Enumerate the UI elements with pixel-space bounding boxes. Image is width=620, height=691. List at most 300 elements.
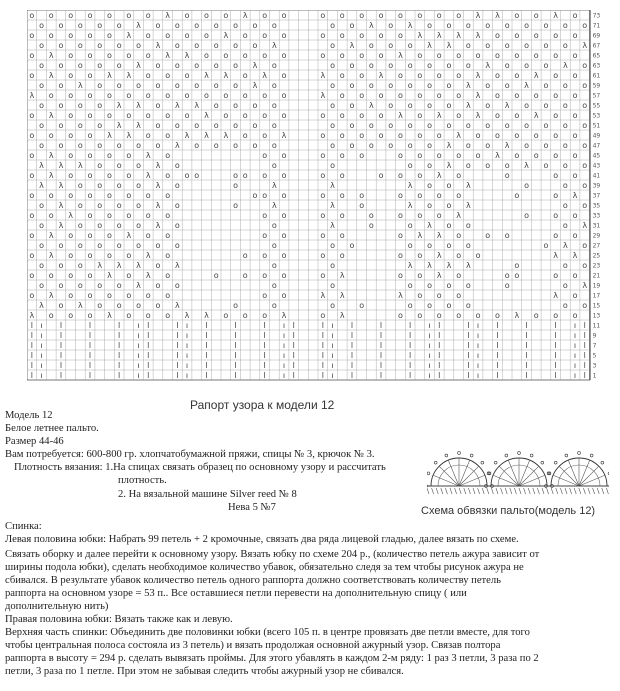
stitch-symbol: λ <box>204 310 209 320</box>
stitch-symbol: λ <box>48 290 54 300</box>
stitch-symbol: о <box>87 110 93 120</box>
stitch-symbol: о <box>553 90 559 100</box>
stitch-symbol: λ <box>582 40 588 50</box>
stitch-symbol: λ <box>465 260 471 270</box>
stitch-symbol: о <box>271 140 277 150</box>
stitch-symbol: λ <box>58 200 64 210</box>
stitch-symbol: ı <box>185 370 189 380</box>
stitch-symbol: о <box>582 160 588 170</box>
stitch-symbol: о <box>145 10 151 20</box>
stitch-symbol: λ <box>582 220 588 230</box>
stitch-symbol: l <box>350 320 354 330</box>
stitch-symbol: о <box>29 150 35 160</box>
row-number: 55 <box>592 102 601 110</box>
stitch-symbol: λ <box>465 200 471 210</box>
stitch-symbol: о <box>339 230 345 240</box>
stitch-symbol: λ <box>330 180 335 190</box>
stitch-symbol: о <box>465 300 471 310</box>
stitch-symbol: о <box>349 80 355 90</box>
stitch-symbol: о <box>494 70 500 80</box>
stitch-symbol: о <box>339 110 345 120</box>
stitch-symbol: о <box>29 130 35 140</box>
stitch-symbol: λ <box>407 20 413 30</box>
stitch-symbol: λ <box>252 80 258 90</box>
stitch-symbol: о <box>58 240 64 250</box>
stitch-symbol: l <box>525 370 528 380</box>
stitch-symbol: λ <box>58 180 64 190</box>
stitch-symbol: о <box>155 20 161 30</box>
stitch-symbol: ı <box>331 350 334 360</box>
stitch-symbol: λ <box>194 100 200 110</box>
stitch-symbol: λ <box>446 160 452 170</box>
stitch-symbol: l <box>205 320 208 330</box>
stitch-symbol: о <box>339 130 345 140</box>
body-line-8: Правая половина юбки: Вязать также как и левую. <box>5 614 233 625</box>
stitch-symbol: о <box>553 30 559 40</box>
stitch-symbol: о <box>388 60 394 70</box>
edging-stitch <box>510 488 512 494</box>
stitch-symbol: о <box>562 160 568 170</box>
stitch-symbol: ı <box>282 320 286 330</box>
stitch-symbol: о <box>233 100 239 110</box>
stitch-symbol: о <box>553 70 559 80</box>
stitch-symbol: l <box>59 330 63 340</box>
body-line-5: сбивался. В результате убавок количество петель одного раппорта должно соответствовать количеству петель <box>5 575 501 586</box>
stitch-symbol: о <box>262 150 268 160</box>
body-line-6: раппорта на основном узоре = 53 п.. Все оставшиеся петли перевести на дополнительную спицу ( или <box>5 588 467 599</box>
stitch-symbol: l <box>88 360 92 370</box>
stitch-symbol: о <box>533 90 539 100</box>
stitch-symbol: ı <box>573 350 577 360</box>
stitch-symbol: о <box>68 10 74 20</box>
stitch-symbol: о <box>368 210 374 220</box>
stitch-symbol: о <box>339 10 345 20</box>
stitch-symbol: ı <box>40 370 43 380</box>
row-number: 65 <box>592 52 601 60</box>
stitch-symbol: о <box>465 20 471 30</box>
edging-stitch <box>505 488 507 494</box>
stitch-symbol: о <box>397 70 403 80</box>
stitch-symbol: о <box>174 120 180 130</box>
edging-stitch <box>602 488 604 494</box>
stitch-symbol: о <box>281 90 287 100</box>
stitch-symbol: λ <box>446 40 452 50</box>
stitch-symbol: λ <box>407 180 413 190</box>
edging-stitch <box>450 488 452 494</box>
edging-stitch <box>579 488 581 494</box>
stitch-symbol: о <box>252 100 258 110</box>
stitch-symbol: о <box>553 310 559 320</box>
stitch-symbol: о <box>562 300 568 310</box>
stitch-symbol: о <box>524 40 530 50</box>
row-number: 21 <box>592 272 601 280</box>
stitch-symbol: о <box>233 140 239 150</box>
stitch-symbol: о <box>543 60 549 70</box>
stitch-symbol: λ <box>398 110 403 120</box>
stitch-symbol: о <box>87 230 93 240</box>
stitch-symbol: ı <box>137 320 140 330</box>
stitch-symbol: о <box>136 220 142 230</box>
stitch-symbol: о <box>446 100 452 110</box>
edging-stitch <box>436 488 438 494</box>
stitch-symbol: о <box>572 130 578 140</box>
stitch-symbol: о <box>359 150 365 160</box>
stitch-symbol: о <box>524 60 530 70</box>
stitch-symbol: о <box>68 270 74 280</box>
stitch-symbol: о <box>97 40 103 50</box>
stitch-symbol: о <box>184 70 190 80</box>
stitch-symbol: о <box>388 20 394 30</box>
stitch-symbol: λ <box>116 260 122 270</box>
stitch-symbol: λ <box>485 60 491 70</box>
row-number: 19 <box>592 282 601 290</box>
stitch-symbol: о <box>553 170 559 180</box>
stitch-symbol: о <box>320 210 326 220</box>
stitch-symbol: о <box>475 150 481 160</box>
stitch-symbol: λ <box>223 70 229 80</box>
stitch-symbol: о <box>233 300 239 310</box>
stitch-symbol: l <box>350 330 354 340</box>
stitch-symbol: l <box>496 330 499 340</box>
stitch-symbol: l <box>583 340 586 350</box>
stitch-symbol: о <box>378 170 384 180</box>
stitch-symbol: о <box>116 160 122 170</box>
stitch-symbol: λ <box>456 130 462 140</box>
stitch-symbol: о <box>359 50 365 60</box>
body-line-3: Связать оборку и далее перейти к основному узору. Вязать юбку по схеме 204 р., (количество петель ажура зависит от <box>5 549 540 560</box>
stitch-symbol: l <box>525 340 528 350</box>
picot <box>505 454 508 457</box>
stitch-symbol: о <box>407 240 413 250</box>
body-line-9: Верхняя часть спинки: Объединить две половинки юбки (всего 105 п. в центре провязать две петли вместе, для того <box>5 627 530 638</box>
stitch-symbol: о <box>504 160 510 170</box>
stitch-symbol: о <box>572 110 578 120</box>
stitch-symbol: l <box>554 370 557 380</box>
stitch-symbol: ı <box>40 330 43 340</box>
stitch-symbol: о <box>417 110 423 120</box>
stitch-symbol: о <box>165 70 171 80</box>
stitch-symbol: о <box>233 120 239 130</box>
stitch-symbol: l <box>30 370 33 380</box>
stitch-symbol: l <box>176 360 179 370</box>
edging-stitch <box>547 488 549 494</box>
stitch-symbol: о <box>213 120 219 130</box>
stitch-symbol: о <box>262 170 268 180</box>
stitch-symbol: l <box>234 360 237 370</box>
stitch-symbol: о <box>359 90 365 100</box>
stitch-symbol: λ <box>271 40 277 50</box>
stitch-symbol: ı <box>573 320 577 330</box>
stitch-symbol: о <box>174 180 180 190</box>
stitch-symbol: l <box>234 340 237 350</box>
stitch-symbol: l <box>496 350 499 360</box>
stitch-symbol: о <box>456 70 462 80</box>
stitch-symbol: о <box>77 120 83 130</box>
stitch-symbol: λ <box>174 260 180 270</box>
stitch-symbol: о <box>320 230 326 240</box>
stitch-symbol: о <box>562 120 568 130</box>
row-number: 71 <box>592 22 601 30</box>
stitch-symbol: о <box>572 50 578 60</box>
stitch-symbol: о <box>29 170 35 180</box>
stitch-symbol: λ <box>48 230 54 240</box>
stitch-symbol: о <box>106 190 112 200</box>
stitch-symbol: λ <box>39 180 44 190</box>
stitch-symbol: о <box>106 290 112 300</box>
stitch-symbol: о <box>106 250 112 260</box>
stitch-symbol: о <box>436 50 442 60</box>
stitch-symbol: о <box>446 80 452 90</box>
stitch-symbol: ı <box>476 350 480 360</box>
stitch-symbol: l <box>263 340 266 350</box>
stitch-symbol: о <box>271 240 277 250</box>
stitch-symbol: о <box>562 20 568 30</box>
stitch-symbol: о <box>582 120 588 130</box>
stitch-symbol: о <box>446 60 452 70</box>
stitch-symbol: λ <box>475 10 481 20</box>
stitch-symbol: λ <box>58 220 64 230</box>
stitch-symbol: l <box>583 330 586 340</box>
stitch-symbol: о <box>378 90 384 100</box>
edging-stitch <box>537 488 539 494</box>
stitch-symbol: λ <box>223 130 229 140</box>
stitch-symbol: l <box>118 340 121 350</box>
stitch-symbol: о <box>39 80 45 90</box>
stitch-symbol: о <box>203 10 209 20</box>
stitch-symbol: о <box>271 20 277 30</box>
stitch-symbol: о <box>106 10 112 20</box>
stitch-symbol: о <box>368 140 374 150</box>
stitch-symbol: λ <box>155 180 161 190</box>
stitch-symbol: о <box>97 100 103 110</box>
stitch-symbol: λ <box>126 30 132 40</box>
stitch-symbol: о <box>116 20 122 30</box>
stitch-symbol: о <box>97 280 103 290</box>
edging-stitch <box>514 488 516 494</box>
stitch-symbol: λ <box>427 260 432 270</box>
stitch-symbol: о <box>436 310 442 320</box>
stitch-symbol: о <box>194 20 200 30</box>
stitch-symbol: о <box>504 20 510 30</box>
picot <box>481 461 484 464</box>
stitch-symbol: о <box>58 260 64 270</box>
stitch-symbol: l <box>583 360 586 370</box>
stitch-symbol: о <box>174 220 180 230</box>
stitch-symbol: λ <box>116 100 122 110</box>
stitch-symbol: l <box>467 360 470 370</box>
stitch-symbol: l <box>234 350 237 360</box>
stitch-symbol: λ <box>136 60 141 70</box>
stitch-symbol: о <box>427 140 433 150</box>
stitch-symbol: о <box>271 100 277 110</box>
stitch-symbol: l <box>88 340 92 350</box>
stitch-symbol: о <box>242 50 248 60</box>
stitch-symbol: о <box>97 120 103 130</box>
row-number: 43 <box>592 162 601 170</box>
stitch-symbol: λ <box>495 10 500 20</box>
stitch-symbol: о <box>427 160 433 170</box>
stitch-symbol: о <box>388 120 394 130</box>
stitch-symbol: l <box>554 340 557 350</box>
stitch-symbol: ı <box>137 370 140 380</box>
stitch-symbol: о <box>417 50 423 60</box>
stitch-symbol: о <box>543 120 549 130</box>
stitch-symbol: ı <box>282 370 286 380</box>
stitch-symbol: ı <box>573 360 577 370</box>
stitch-symbol: λ <box>204 110 209 120</box>
stitch-symbol: о <box>68 110 74 120</box>
edging-stitch <box>606 488 608 494</box>
stitch-symbol: о <box>262 30 268 40</box>
row-number: 33 <box>592 212 601 220</box>
stitch-symbol: о <box>126 250 132 260</box>
stitch-symbol: о <box>165 250 171 260</box>
stitch-symbol: λ <box>320 70 326 80</box>
stitch-symbol: λ <box>136 280 141 290</box>
stitch-symbol: l <box>467 370 470 380</box>
stitch-symbol: о <box>97 240 103 250</box>
stitch-symbol: о <box>174 20 180 30</box>
stitch-symbol: о <box>582 80 588 90</box>
scallop-spoke <box>519 466 539 486</box>
stitch-symbol: о <box>29 190 35 200</box>
stitch-symbol: l <box>350 350 354 360</box>
stitch-symbol: λ <box>204 70 209 80</box>
stitch-symbol: о <box>359 10 365 20</box>
stitch-symbol: о <box>233 20 239 30</box>
row-number: 15 <box>592 302 601 310</box>
stitch-symbol: l <box>88 370 92 380</box>
stitch-symbol: о <box>456 250 462 260</box>
stitch-symbol: о <box>436 290 442 300</box>
picot <box>518 452 521 455</box>
stitch-symbol: о <box>446 120 452 130</box>
stitch-symbol: l <box>350 360 354 370</box>
stitch-symbol: о <box>330 60 336 70</box>
stitch-symbol: о <box>174 40 180 50</box>
row-number: 67 <box>592 42 601 50</box>
stitch-symbol: l <box>234 370 237 380</box>
stitch-symbol: λ <box>77 80 83 90</box>
stitch-symbol: l <box>118 320 121 330</box>
stitch-symbol: l <box>30 330 33 340</box>
stitch-symbol: λ <box>136 120 141 130</box>
stitch-symbol: о <box>213 40 219 50</box>
stitch-symbol: l <box>438 320 441 330</box>
stitch-symbol: о <box>233 40 239 50</box>
stitch-symbol: о <box>504 80 510 90</box>
edging-stitch <box>593 488 595 494</box>
stitch-symbol: о <box>48 270 54 280</box>
stitch-symbol: λ <box>320 290 326 300</box>
stitch-symbol: о <box>87 50 93 60</box>
stitch-symbol: λ <box>436 30 442 40</box>
stitch-symbol: о <box>145 110 151 120</box>
stitch-symbol: l <box>292 340 295 350</box>
stitch-symbol: о <box>465 140 471 150</box>
edging-stitch <box>597 488 599 494</box>
stitch-symbol: о <box>126 10 132 20</box>
stitch-symbol: λ <box>48 150 54 160</box>
stitch-symbol: о <box>562 40 568 50</box>
stitch-symbol: о <box>184 10 190 20</box>
density-line-1: Плотность вязания: 1.На спицах связать образец по основному узору и рассчитать <box>14 462 386 473</box>
stitch-symbol: о <box>262 290 268 300</box>
stitch-symbol: λ <box>48 70 54 80</box>
stitch-symbol: о <box>407 120 413 130</box>
stitch-symbol: о <box>58 300 64 310</box>
stitch-symbol: о <box>349 100 355 110</box>
row-number: 63 <box>592 62 601 70</box>
stitch-symbol: о <box>252 40 258 50</box>
stitch-symbol: о <box>242 170 248 180</box>
stitch-symbol: λ <box>504 140 510 150</box>
row-number: 35 <box>592 202 601 210</box>
stitch-symbol: о <box>320 250 326 260</box>
stitch-symbol: о <box>87 290 93 300</box>
stitch-symbol: о <box>339 50 345 60</box>
stitch-symbol: о <box>68 70 74 80</box>
stitch-symbol: λ <box>524 80 529 90</box>
stitch-symbol: о <box>485 160 491 170</box>
stitch-symbol: о <box>397 90 403 100</box>
picot <box>601 461 604 464</box>
stitch-symbol: λ <box>184 50 190 60</box>
stitch-symbol: о <box>553 210 559 220</box>
stitch-symbol: о <box>330 80 336 90</box>
stitch-symbol: о <box>145 310 151 320</box>
stitch-symbol: l <box>118 330 121 340</box>
stitch-symbol: λ <box>136 20 141 30</box>
stitch-symbol: λ <box>252 60 258 70</box>
stitch-symbol: о <box>281 290 287 300</box>
stitch-symbol: ı <box>331 340 334 350</box>
stitch-symbol: λ <box>165 50 171 60</box>
stitch-symbol: о <box>436 190 442 200</box>
stitch-symbol: о <box>320 110 326 120</box>
stitch-symbol: λ <box>495 150 500 160</box>
stitch-symbol: о <box>58 20 64 30</box>
stitch-symbol: о <box>320 170 326 180</box>
stitch-symbol: ı <box>331 330 334 340</box>
stitch-symbol: о <box>136 200 142 210</box>
stitch-symbol: о <box>87 90 93 100</box>
stitch-symbol: о <box>330 100 336 110</box>
row-number: 17 <box>592 292 601 300</box>
stitch-symbol: о <box>494 130 500 140</box>
stitch-symbol: о <box>485 100 491 110</box>
stitch-symbol: λ <box>572 190 578 200</box>
stitch-symbol: о <box>465 160 471 170</box>
row-number: 7 <box>592 342 597 350</box>
stitch-symbol: о <box>388 40 394 50</box>
stitch-symbol: о <box>446 200 452 210</box>
stitch-symbol: о <box>97 200 103 210</box>
stitch-symbol: λ <box>145 270 151 280</box>
stitch-symbol: о <box>145 90 151 100</box>
model-name: Белое летнее пальто. <box>5 423 99 434</box>
stitch-symbol: о <box>553 230 559 240</box>
stitch-symbol: о <box>242 270 248 280</box>
stitch-symbol: о <box>77 20 83 30</box>
stitch-symbol: l <box>554 350 557 360</box>
stitch-symbol: о <box>572 230 578 240</box>
stitch-symbol: l <box>467 320 470 330</box>
stitch-symbol: о <box>223 110 229 120</box>
stitch-symbol: l <box>525 350 528 360</box>
stitch-symbol: о <box>165 110 171 120</box>
stitch-symbol: l <box>379 350 383 360</box>
